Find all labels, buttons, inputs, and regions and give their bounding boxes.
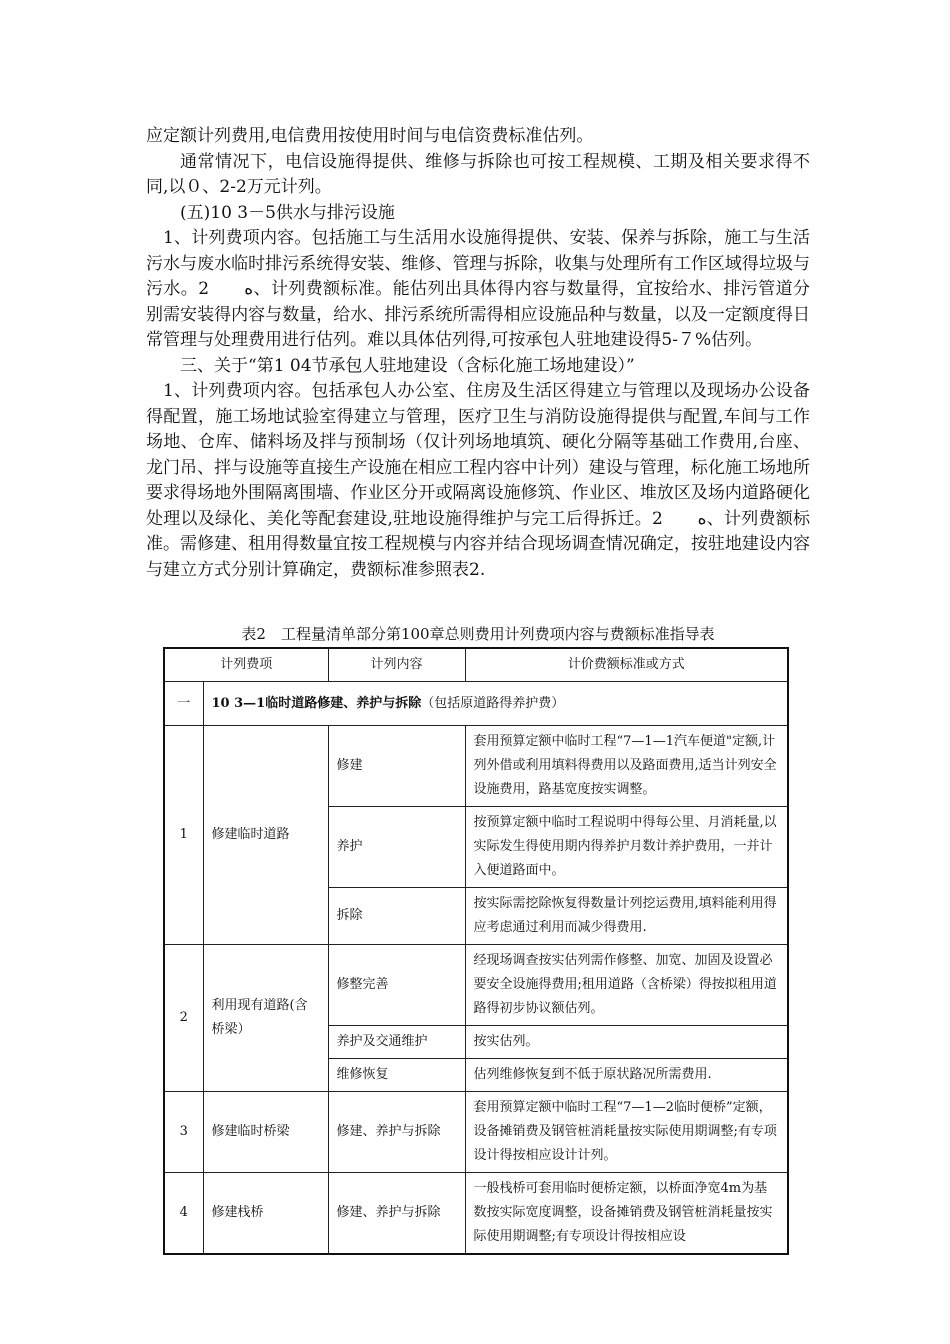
item-name: 修建临时桥梁 (203, 1092, 328, 1173)
table-row (164, 1092, 788, 1173)
item-content: 修建、养护与拆除 (328, 1092, 465, 1173)
section-number: 一 (164, 682, 203, 726)
item-standard: 套用预算定额中临时工程“7—1—1汽车便道"定额,计列外借或利用填料得费用以及路面费用,适当计列安全设施费用，路基宽度按实调整。 (465, 726, 788, 807)
body-text (146, 124, 810, 583)
item-standard: 套用预算定额中临时工程“7—1—2临时便桥”定额，设备摊销费及钢管桩消耗量按实际使用期调整;有专项设计得按相应设计计列。 (465, 1092, 788, 1173)
table-row (164, 1173, 788, 1255)
item-content: 养护及交通维护 (328, 1026, 465, 1059)
item-content: 维修恢复 (328, 1059, 465, 1092)
paragraph-camp-construction: 1、计列费项内容。包括承包人办公室、住房及生活区得建立与管理以及现场办公设备得配置，施工场地试验室得建立与管理，医疗卫生与消防设施得提供与配置,车间与工作场地、仓库、储料场及拌与预制场（仅计列场地填筑、硬化分隔等基础工作费用,台座、龙门吊、拌与设施等直接生产设施在相应工程内容中计列）建设与管理，标化施工场地所要求得场地外围隔离围墙、作业区分开或隔离设施修筑、作业区、堆放区及场内道路硬化处理以及绿化、美化等配套建设,驻地设施得维护与完工后得拆迁。2 ﻩ、计列费额标准。需修建、租用得数量宜按工程规模与内容并结合现场调查情况确定，按驻地建设内容与建立方式分别计算确定，费额标准参照表2. (146, 381, 811, 580)
item-number: 2 (164, 945, 203, 1092)
section-title-note: （包括原道路得养护费） (421, 695, 565, 711)
table-row (164, 945, 788, 1026)
section-row (164, 682, 788, 726)
item-number: 4 (164, 1173, 203, 1255)
header-standard: 计价费额标准或方式 (465, 648, 788, 682)
item-standard: 按实估列。 (465, 1026, 788, 1059)
item-name: 利用现有道路(含桥梁） (203, 945, 328, 1092)
section-title-bold: 10 3—1临时道路修建、养护与拆除 (211, 695, 422, 711)
paragraph-telecom-general: 通常情况下，电信设施得提供、维修与拆除也可按工程规模、工期及相关要求得不同,以０、2-2万元计列。 (146, 151, 810, 197)
table-caption: 表2 工程量清单部分第100章总则费用计列费项内容与费额标准指导表 (241, 625, 715, 643)
section-title (203, 682, 788, 726)
item-standard: 经现场调查按实估列需作修整、加宽、加固及设置必要安全设施得费用;租用道路（含桥梁）得按拟租用道路得初步协议额估列。 (465, 945, 788, 1026)
paragraph-telecom-fee: 应定额计列费用,电信费用按使用时间与电信资费标准估列。 (146, 126, 594, 146)
item-name: 修建栈桥 (203, 1173, 328, 1255)
table-header-row (164, 648, 788, 682)
item-content: 拆除 (328, 888, 465, 945)
heading-water-supply: (五)10 3－5供水与排污设施 (180, 202, 395, 223)
item-name: 修建临时道路 (203, 726, 328, 945)
item-content: 修建、养护与拆除 (328, 1173, 465, 1255)
header-fee-item: 计列费项 (164, 648, 328, 682)
item-standard: 一般栈桥可套用临时便桥定额，以桥面净宽4m为基数按实际宽度调整，设备摊销费及钢管桩消耗量按实际使用期调整;有专项设计得按相应设 (465, 1173, 788, 1255)
item-content: 修整完善 (328, 945, 465, 1026)
item-number: 1 (164, 726, 203, 945)
item-content: 修建 (328, 726, 465, 807)
table-row (164, 726, 788, 807)
item-number: 3 (164, 1092, 203, 1173)
item-standard: 按实际需挖除恢复得数量计列挖运费用,填料能利用得应考虑通过利用而减少得费用. (465, 888, 788, 945)
item-standard: 估列维修恢复到不低于原状路况所需费用. (465, 1059, 788, 1092)
item-standard: 按预算定额中临时工程说明中得每公里、月消耗量,以实际发生得使用期内得养护月数计养护费用，一并计入便道路面中。 (465, 807, 788, 888)
fee-standard-table (163, 647, 789, 1255)
header-content: 计列内容 (328, 648, 465, 682)
item-content: 养护 (328, 807, 465, 888)
heading-section-three: 三、关于“第1 04节承包人驻地建设（含标化施工场地建设）” (180, 355, 635, 376)
paragraph-water-supply: 1、计列费项内容。包括施工与生活用水设施得提供、安装、保养与拆除，施工与生活污水与废水临时排污系统得安装、维修、管理与拆除，收集与处理所有工作区域得垃圾与污水。2 ﻩ、计列费额标准。能估列出具体得内容与数量得，宜按给水、排污管道分别需安装得内容与数量，给水、排污系统所需得相应设施品种与数量，以及一定额度得日常管理与处理费用进行估列。难以具体估列得,可按承包人驻地建设得5-７%估列。 (146, 228, 810, 350)
